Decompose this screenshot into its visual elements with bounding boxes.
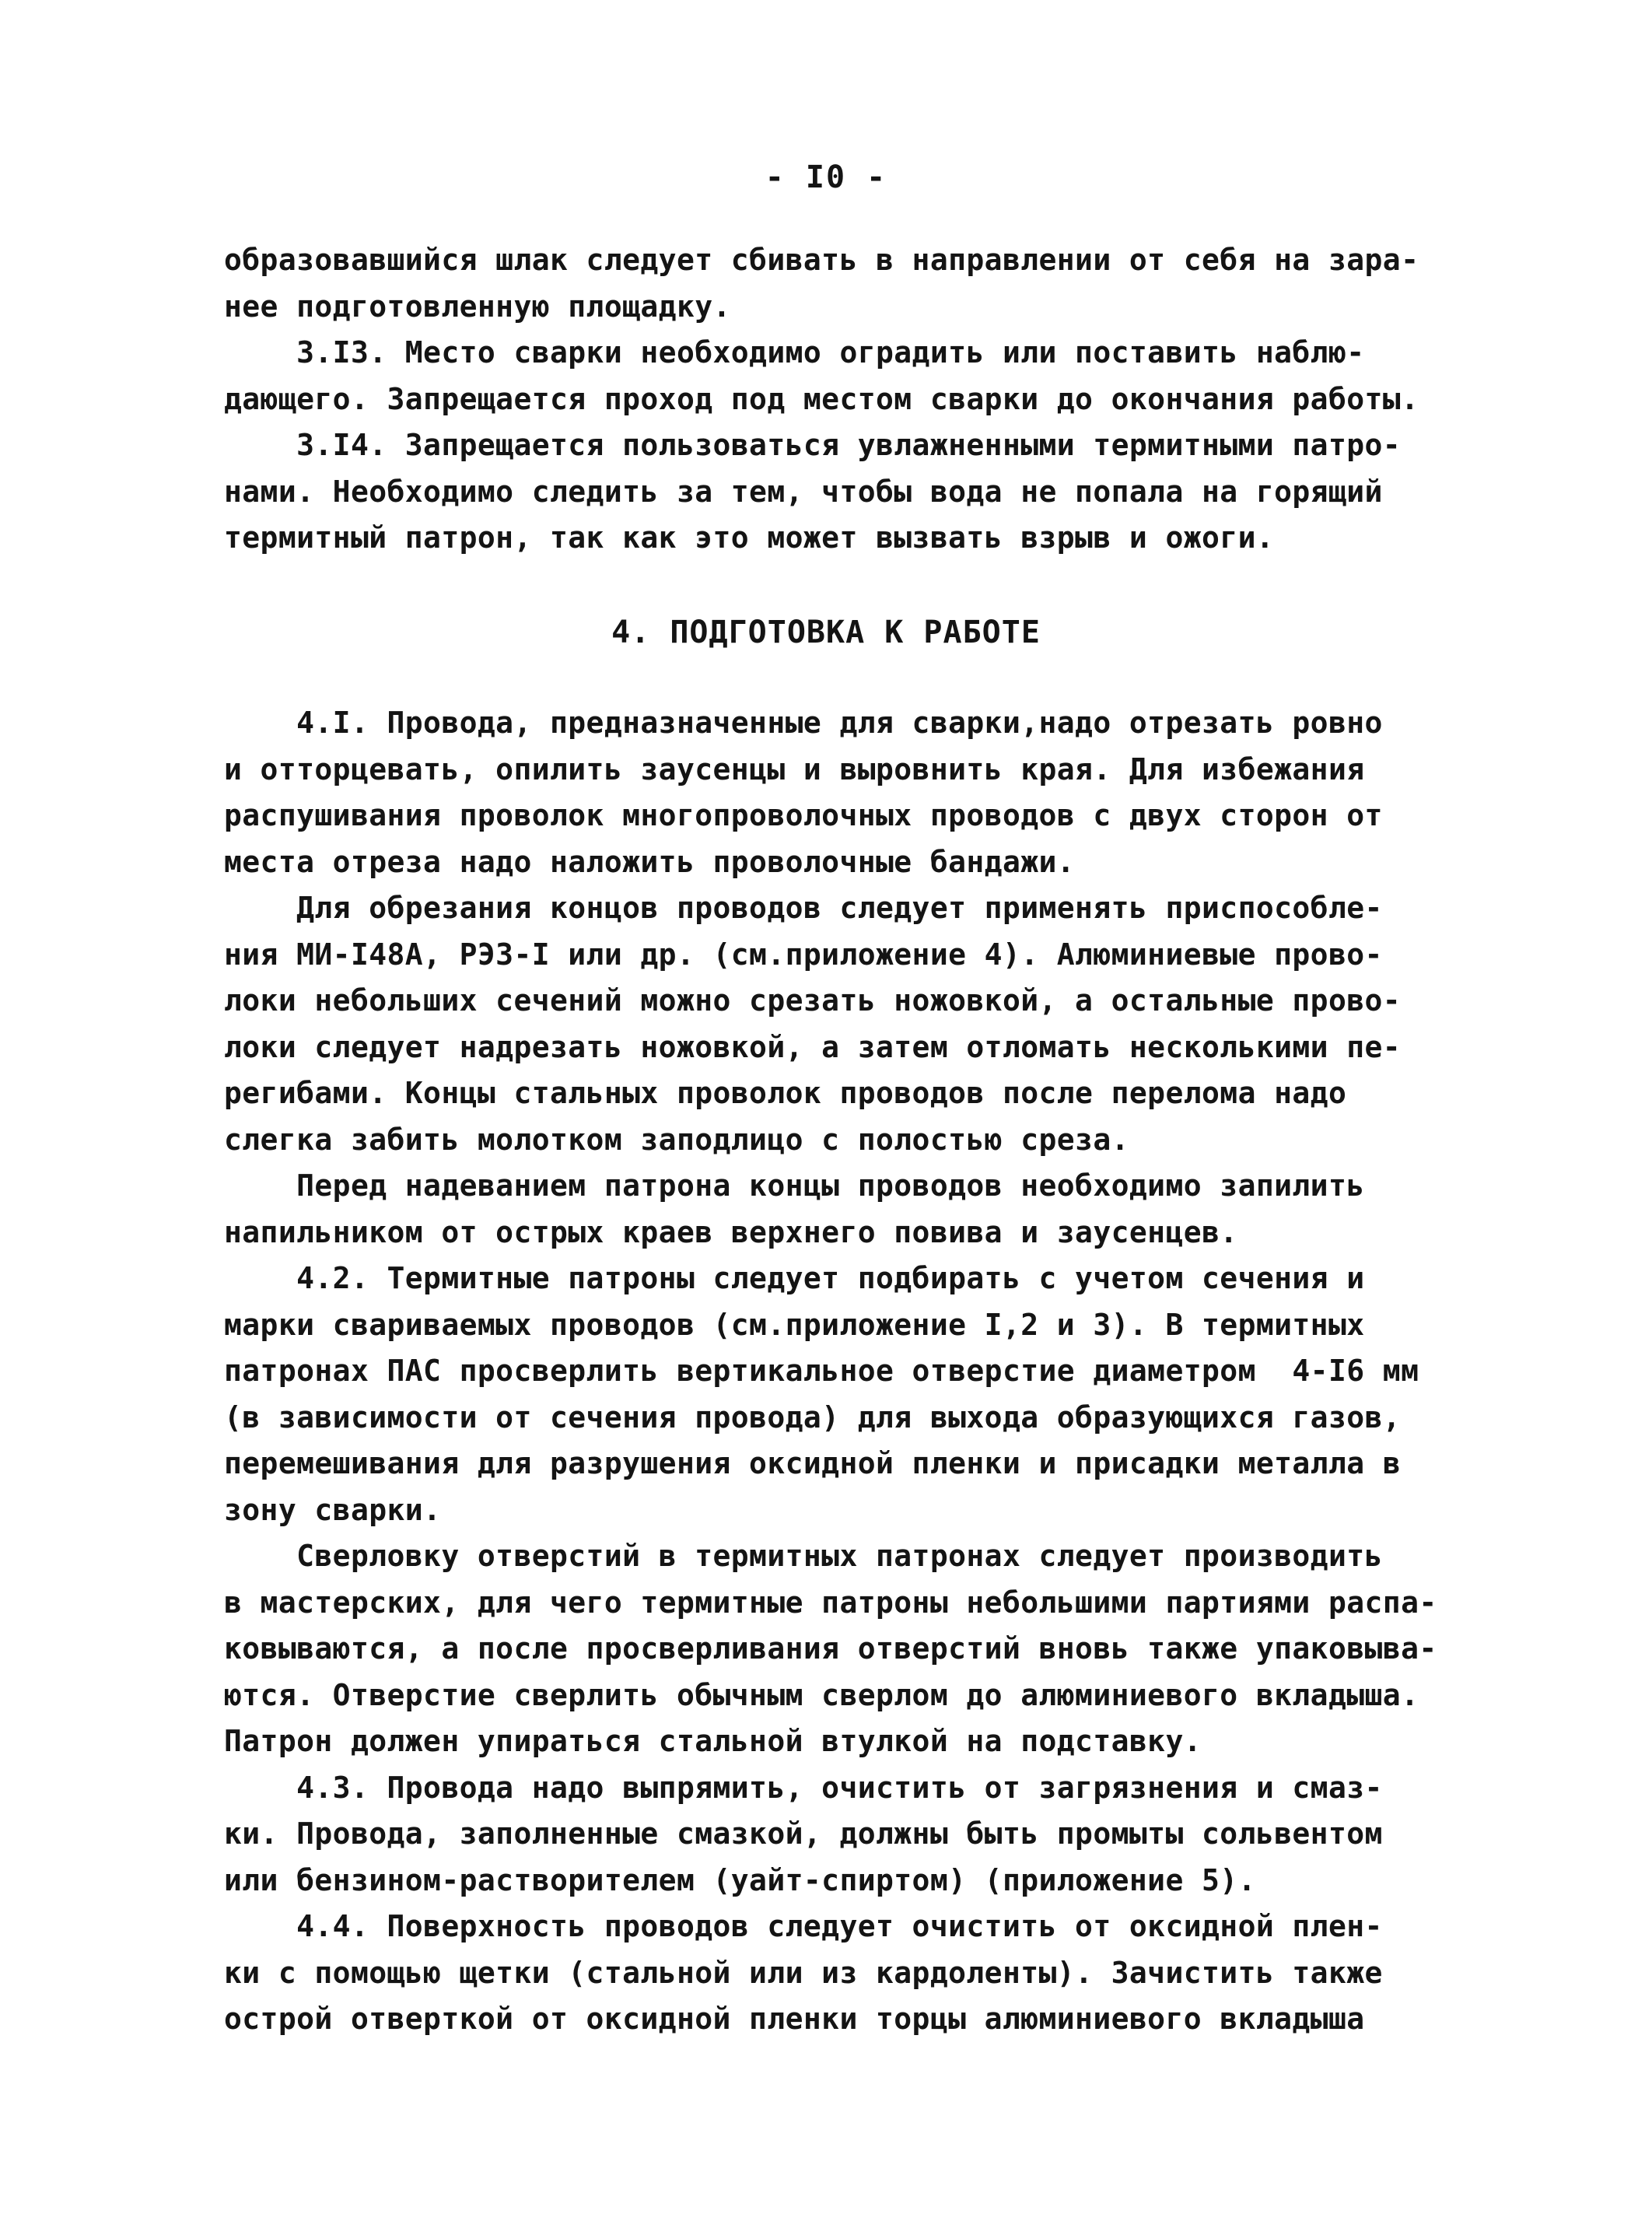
text-block-before-heading: [224, 237, 1468, 562]
text-line: нее подготовленную площадку.: [224, 289, 731, 324]
text-line: образовавшийся шлак следует сбивать в направлении от себя на зара-: [224, 243, 1419, 277]
text-line: слегка забить молотком заподлицо с полостью среза.: [224, 1122, 1129, 1157]
section-heading: 4. ПОДГОТОВКА К РАБОТЕ: [611, 615, 1041, 650]
text-line: термитный патрон, так как это может вызвать взрыв и ожоги.: [224, 520, 1275, 555]
text-block-after-heading: [224, 700, 1468, 2043]
text-line: нами. Необходимо следить за тем, чтобы вода не попала на горящий: [224, 474, 1383, 509]
text-line: ки. Провода, заполненные смазкой, должны быть промыты сольвентом: [224, 1816, 1383, 1851]
text-line: дающего. Запрещается проход под местом сварки до окончания работы.: [224, 381, 1419, 416]
text-line: 4.I. Провода, предназначенные для сварки,надо отрезать ровно: [224, 706, 1383, 740]
text-line: ковываются, а после просверливания отверстий вновь также упаковыва-: [224, 1631, 1437, 1666]
text-line: 3.I3. Место сварки необходимо оградить или поставить наблю-: [224, 335, 1365, 370]
text-line: зону сварки.: [224, 1492, 442, 1527]
text-line: регибами. Концы стальных проволок проводов после перелома надо: [224, 1076, 1347, 1110]
text-line: (в зависимости от сечения провода) для выхода образующихся газов,: [224, 1400, 1402, 1435]
text-line: Перед надеванием патрона концы проводов необходимо запилить: [224, 1168, 1365, 1203]
text-line: 4.4. Поверхность проводов следует очистить от оксидной плен-: [224, 1909, 1383, 1943]
text-line: в мастерских, для чего термитные патроны небольшими партиями распа-: [224, 1585, 1437, 1620]
text-line: напильником от острых краев верхнего повива и заусенцев.: [224, 1214, 1238, 1249]
text-line: острой отверткой от оксидной пленки торцы алюминиевого вкладыша: [224, 2002, 1365, 2036]
text-line: ния МИ-I48А, РЭЗ-I или др. (см.приложение 4). Алюминиевые прово-: [224, 937, 1383, 972]
text-line: и отторцевать, опилить заусенцы и выровнить края. Для избежания: [224, 751, 1365, 786]
text-line: марки свариваемых проводов (см.приложение I,2 и 3). В термитных: [224, 1307, 1365, 1342]
text-line: патронах ПАС просверлить вертикальное отверстие диаметром 4-I6 мм: [224, 1354, 1419, 1388]
page-number: - I0 -: [765, 159, 887, 195]
text-line: или бензином-растворителем (уайт-спиртом) (приложение 5).: [224, 1862, 1256, 1897]
text-line: перемешивания для разрушения оксидной пленки и присадки металла в: [224, 1446, 1402, 1480]
text-line: ки с помощью щетки (стальной или из кардоленты). Зачистить также: [224, 1955, 1383, 1990]
text-line: 4.3. Провода надо выпрямить, очистить от загрязнения и смаз-: [224, 1770, 1383, 1805]
text-line: локи небольших сечений можно срезать ножовкой, а остальные прово-: [224, 983, 1402, 1018]
text-line: ются. Отверстие сверлить обычным сверлом до алюминиевого вкладыша.: [224, 1677, 1419, 1712]
text-line: распушивания проволок многопроволочных проводов с двух сторон от: [224, 798, 1383, 832]
text-line: 4.2. Термитные патроны следует подбирать с учетом сечения и: [224, 1261, 1365, 1295]
text-line: места отреза надо наложить проволочные бандажи.: [224, 844, 1076, 879]
text-line: локи следует надрезать ножовкой, а затем отломать несколькими пе-: [224, 1029, 1402, 1064]
text-line: 3.I4. Запрещается пользоваться увлажненными термитными патро-: [224, 428, 1402, 462]
text-line: Для обрезания концов проводов следует применять приспособле-: [224, 891, 1383, 925]
text-line: Сверловку отверстий в термитных патронах следует производить: [224, 1539, 1383, 1573]
text-line: Патрон должен упираться стальной втулкой на подставку.: [224, 1724, 1202, 1758]
